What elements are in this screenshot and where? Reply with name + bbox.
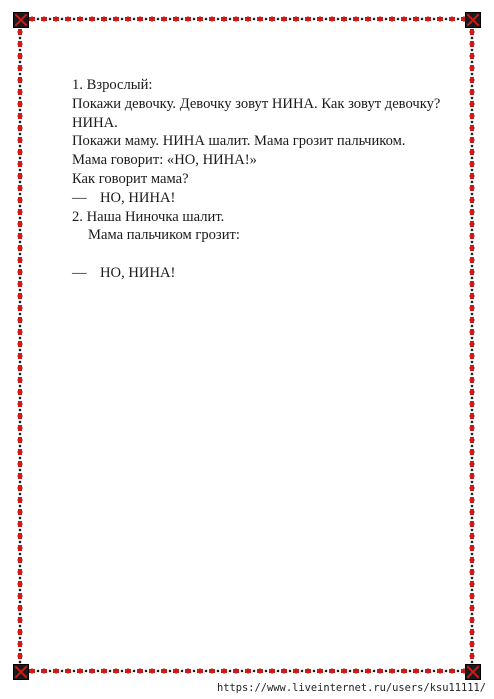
corner-ornament-top-left: [13, 12, 29, 28]
text-line: Как говорит мама?: [72, 170, 189, 187]
corner-ornament-top-right: [465, 12, 481, 28]
text-line: Покажи девочку. Девочку зовут НИНА. Как зовут девочку?: [72, 95, 441, 112]
border-bottom: [26, 665, 466, 677]
dialogue-text: НО, НИНА!: [100, 189, 176, 206]
corner-ornament-bottom-right: [465, 664, 481, 680]
border-right: [466, 26, 478, 666]
source-watermark: https://www.liveinternet.ru/users/ksu11111/: [217, 682, 486, 694]
border-top: [26, 13, 466, 25]
section-1-heading: 1. Взрослый:: [72, 77, 153, 93]
section-2-heading: 2. Наша Ниночка шалит.: [72, 208, 225, 225]
corner-ornament-bottom-left: [13, 664, 29, 680]
border-left: [14, 26, 26, 666]
dialogue-line: [72, 264, 462, 283]
dialogue-text: НО, НИНА!: [100, 264, 176, 281]
dialogue-line: [72, 189, 462, 208]
em-dash: —: [72, 264, 87, 281]
blank-line: [72, 245, 462, 264]
text-line: Мама говорит: «НО, НИНА!»: [72, 152, 257, 169]
text-line: НИНА.: [72, 114, 118, 131]
text-line: Покажи маму. НИНА шалит. Мама грозит пальчиком.: [72, 133, 406, 150]
document-body: [72, 76, 462, 283]
em-dash: —: [72, 189, 87, 206]
poem-line: Мама пальчиком грозит:: [88, 227, 240, 244]
